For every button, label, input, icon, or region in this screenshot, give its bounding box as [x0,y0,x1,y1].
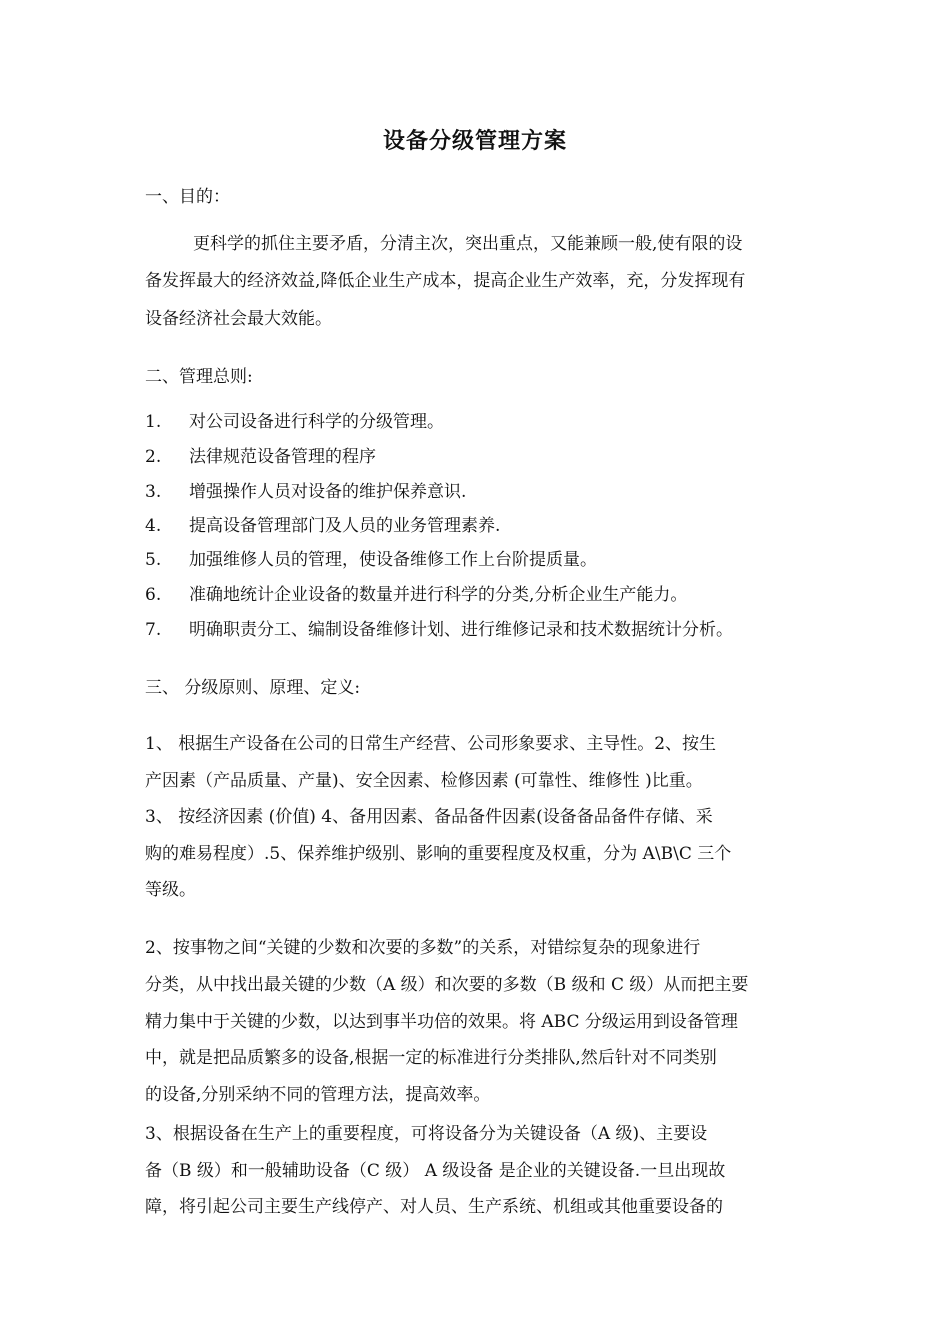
list-item-text: 法律规范设备管理的程序 [189,447,376,467]
section3-paragraph2-line: 分类，从中找出最关键的少数（A 级）和次要的多数（B 级和 C 级）从而把主要 [145,975,749,995]
section3-paragraph2-line: 精力集中于关键的少数，以达到事半功倍的效果。将 ABC 分级运用到设备管理 [145,1012,738,1032]
list-item-number: 3. [145,482,162,502]
document-title: 设备分级管理方案 [382,129,567,154]
section1-paragraph-line: 设备经济社会最大效能。 [145,309,332,329]
list-item-text: 提高设备管理部门及人员的业务管理素养. [189,516,501,536]
section2-list-item [145,549,597,571]
section2-list-item [145,515,500,537]
list-item-text: 加强维修人员的管理，使设备维修工作上台阶提质量。 [189,550,597,570]
section2-list-item [145,584,687,606]
section3-paragraph2-line: 的设备,分别采纳不同的管理方法，提高效率。 [145,1085,491,1105]
section3-paragraph2-line: 中，就是把品质繁多的设备,根据一定的标准进行分类排队,然后针对不同类别 [145,1048,717,1068]
section3-paragraph1-line: 等级。 [145,880,196,900]
section1-paragraph-line: 备发挥最大的经济效益,降低企业生产成本，提高企业生产效率，充，分发挥现有 [145,271,746,291]
section3-paragraph1-line: 1、 根据生产设备在公司的日常生产经营、公司形象要求、主导性。2、按生 [145,734,717,754]
section2-list-item [145,446,376,468]
section3-paragraph1-line: 产因素（产品质量、产量)、安全因素、检修因素 (可靠性、维修性 )比重。 [145,771,703,791]
list-item-text: 准确地统计企业设备的数量并进行科学的分类,分析企业生产能力。 [189,585,688,605]
list-item-number: 5. [145,550,162,570]
section3-heading: 三、 分级原则、原理、定义: [145,678,361,698]
list-item-text: 对公司设备进行科学的分级管理。 [189,412,444,432]
section1-paragraph-line: 更科学的抓住主要矛盾，分清主次，突出重点，又能兼顾一般,使有限的设 [193,234,743,254]
section3-paragraph3-line: 3、根据设备在生产上的重要程度，可将设备分为关键设备（A 级)、主要设 [145,1124,708,1144]
section2-list-item [145,411,444,433]
section3-paragraph2-line: 2、按事物之间“关键的少数和次要的多数”的关系，对错综复杂的现象进行 [145,938,701,958]
section3-paragraph3-line: 障，将引起公司主要生产线停产、对人员、生产系统、机组或其他重要设备的 [145,1197,723,1217]
list-item-number: 1. [145,412,162,432]
list-item-number: 2. [145,447,162,467]
section3-paragraph1-line: 3、 按经济因素 (价值) 4、备用因素、备品备件因素(设备备品备件存储、采 [145,807,713,827]
list-item-number: 6. [145,585,162,605]
list-item-number: 4. [145,516,162,536]
section1-heading: 一、目的： [145,187,230,207]
section3-paragraph1-line: 购的难易程度）.5、保养维护级别、影响的重要程度及权重，分为 A\B\C 三个 [145,844,732,864]
list-item-text: 明确职责分工、编制设备维修计划、进行维修记录和技术数据统计分析。 [189,620,733,640]
section2-list-item [145,619,733,641]
list-item-text: 增强操作人员对设备的维护保养意识. [189,482,467,502]
section2-heading: 二、管理总则: [145,367,253,387]
section2-list-item [145,481,466,503]
list-item-number: 7. [145,620,162,640]
section3-paragraph3-line: 备（B 级）和一般辅助设备（C 级） A 级设备 是企业的关键设备.一旦出现故 [145,1161,726,1181]
